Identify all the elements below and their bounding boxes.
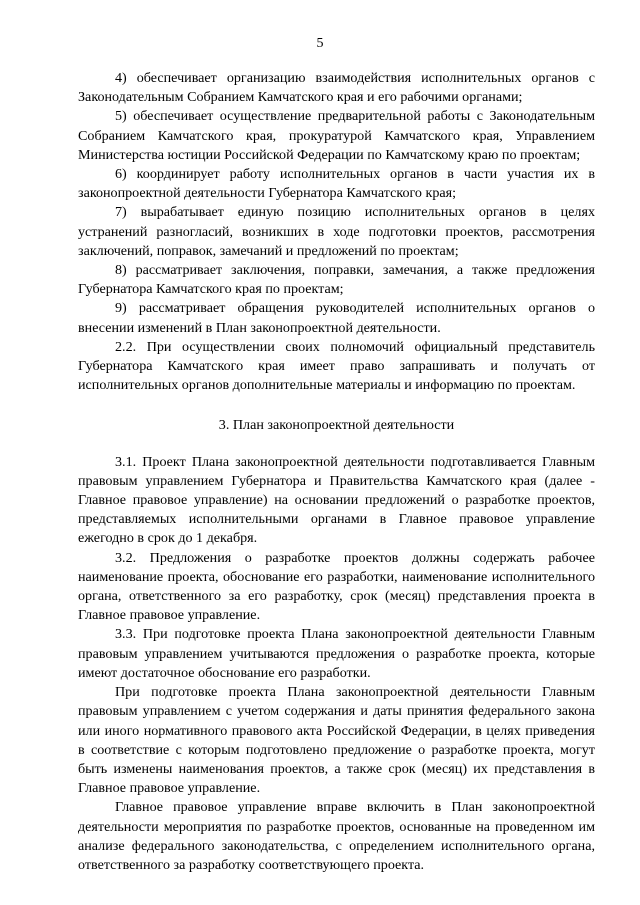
section-title: 3. План законопроектной деятельности (218, 417, 455, 434)
paragraph-2-2: 2.2. При осуществлении своих полномочий официальный представитель Губернатора Камчатского края имеет право запрашивать и получать от исполнительных органов дополнительные материалы и информацию по проектам. (78, 338, 595, 394)
paragraph-3-3-a: При подготовке проекта Плана законопроектной деятельности Главным правовым управлением с учетом содержания и даты принятия федерального закона или иного нормативного правового акта Российской Федерации, в целях приведения в соответствие с которым подготовлено предложение о разработке проекта, могут быть изменены наименования проектов, а также срок (месяц) их представления в Главное правовое управление. (78, 684, 595, 797)
paragraph-item-5: 5) обеспечивает осуществление предварительной работы с Законодательным Собранием Камчатского края, прокуратурой Камчатского края, Управлением Министерства юстиции Российской Федерации по Камчатскому краю по проектам; (78, 108, 595, 163)
paragraph-item-6: 6) координирует работу исполнительных органов в части участия их в законопроектной деятельности Губернатора Камчатского края; (78, 166, 595, 202)
paragraph-3-1: 3.1. Проект Плана законопроектной деятельности подготавливается Главным правовым управлением Губернатора и Правительства Камчатского края (далее - Главное правовое управление) на основании предложений о разработке проектов, представляемых исполнительными органами в Главное правовое управление ежегодно в срок до 1 декабря. (78, 453, 595, 547)
paragraph-3-3-b: Главное правовое управление вправе включить в План законопроектной деятельности мероприятия по разработке проектов, основанные на проведенном им анализе федерального законодательства, с определением исполнительного органа, ответственного за разработку соответствующего проекта. (78, 799, 595, 873)
paragraph-3-2: 3.2. Предложения о разработке проектов должны содержать рабочее наименование проекта, обоснование его разработки, наименование исполнительного органа, ответственного за его разработку, срок (месяц) представления проекта в Главное правовое управление. (78, 549, 595, 624)
paragraph-item-9: 9) рассматривает обращения руководителей исполнительных органов о внесении изменений в План законопроектной деятельности. (78, 300, 595, 336)
paragraph-item-8: 8) рассматривает заключения, поправки, замечания, а также предложения Губернатора Камчатского края по проектам; (78, 262, 595, 298)
paragraph-3-3: 3.3. При подготовке проекта Плана законопроектной деятельности Главным правовым управлением учитываются предложения о разработке проекта, которые имеют достаточное обоснование его разработки. (78, 626, 595, 681)
paragraph-item-7: 7) вырабатывает единую позицию исполнительных органов в целях устранений разногласий, возникших в ходе подготовки проектов, рассмотрения заключений, поправок, замечаний и предложений по проектам; (78, 204, 595, 259)
document-body (78, 69, 595, 875)
page-number: 5 (316, 36, 324, 51)
paragraph-item-4: 4) обеспечивает организацию взаимодействия исполнительных органов с Законодательным Собранием Камчатского края и его рабочими органами; (78, 70, 595, 106)
